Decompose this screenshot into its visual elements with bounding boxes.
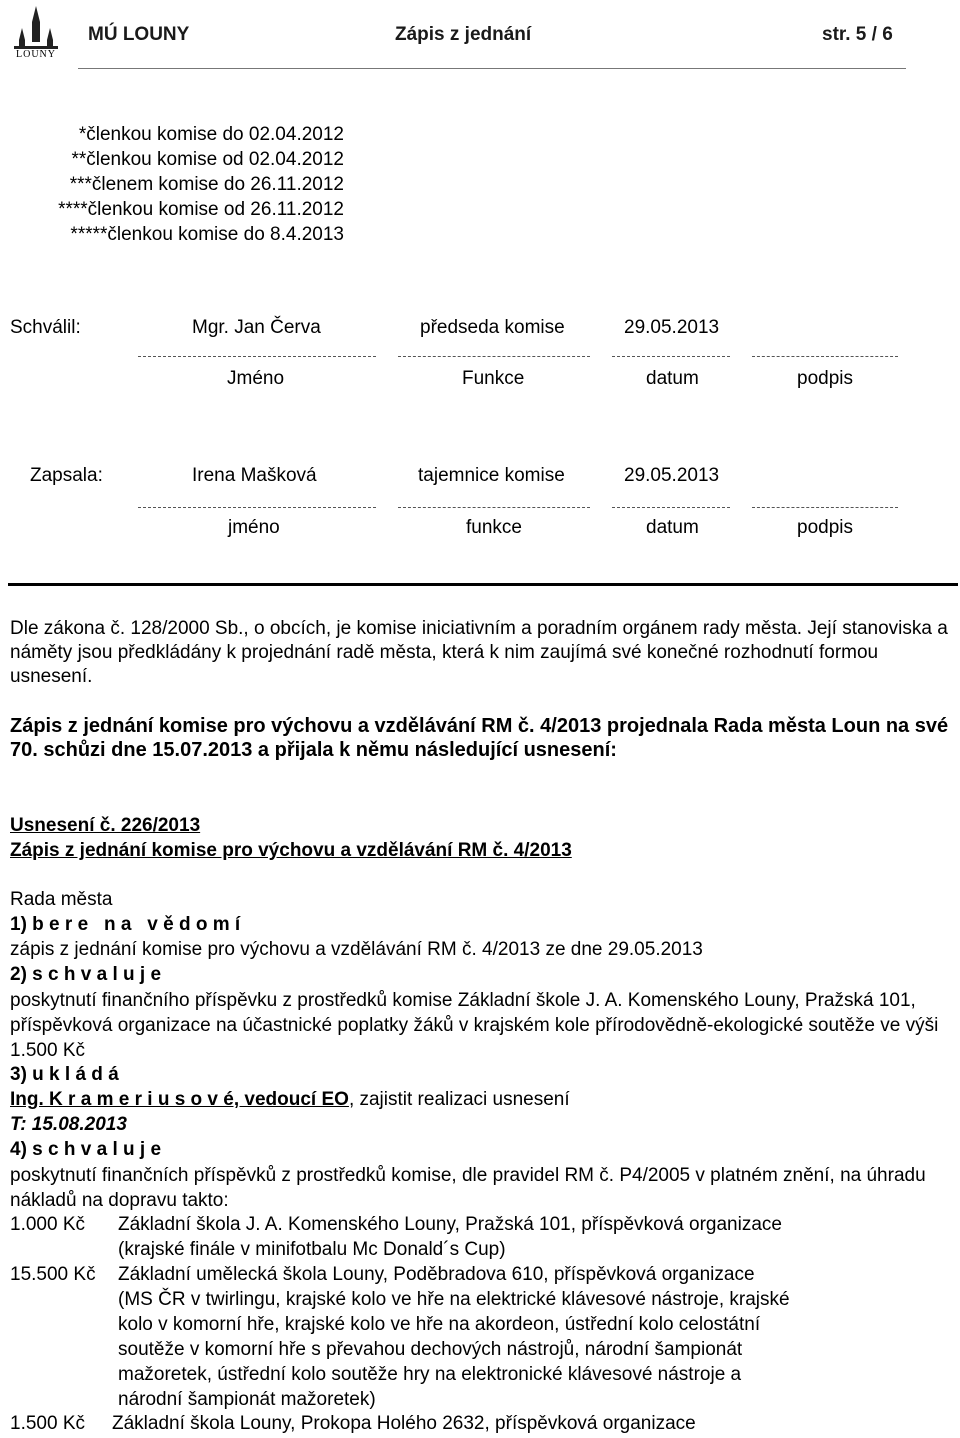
grant-amount: 1.500 Kč	[10, 1413, 85, 1434]
item-3-term: T: 15.08.2013	[10, 1114, 127, 1135]
grant-line: kolo v komorní hře, krajské kolo ve hře na akordeon, ústřední kolo celostátní	[118, 1314, 761, 1335]
org-name: MÚ LOUNY	[88, 24, 190, 45]
signature-line	[138, 356, 376, 357]
signature-line	[752, 507, 898, 508]
column-label-role: funkce	[466, 517, 522, 538]
recorder-label: Zapsala:	[30, 465, 103, 486]
item-2-heading: 2) s c h v a l u j e	[10, 964, 162, 985]
signature-line	[398, 507, 590, 508]
grant-amount: 1.000 Kč	[10, 1214, 85, 1235]
item-4-text: poskytnutí finančních příspěvků z prostředků komise, dle pravidel RM č. P4/2005 v platném znění, na úhradu nákladů na dopravu takto:	[10, 1165, 926, 1211]
grant-line: mažoretek, ústřední kolo soutěže hry na elektronické klávesové nástroje a	[118, 1364, 742, 1385]
signature-line	[612, 356, 730, 357]
signature-line	[612, 507, 730, 508]
council-summary-paragraph: Zápis z jednání komise pro výchovu a vzdělávání RM č. 4/2013 projednala Rada města Loun na své 70. schůzi dne 15.07.2013 a přijala k němu následující usnesení:	[10, 715, 949, 761]
column-label-role: Funkce	[462, 368, 525, 389]
item-3-heading: 3) u k l á d á	[10, 1064, 119, 1085]
item-1-heading: 1) b e r e n a v ě d o m í	[10, 914, 241, 935]
legal-intro-paragraph: Dle zákona č. 128/2000 Sb., o obcích, je komise iniciativním a poradním orgánem rady města. Její stanoviska a náměty jsou předkládány k projednání radě města, která k nim zaujímá své konečné rozhodnutí formou usnesení.	[10, 618, 948, 687]
record-date: 29.05.2013	[624, 465, 720, 486]
resolution-body: Rada města	[10, 889, 113, 910]
resolution-number: Usnesení č. 226/2013	[10, 815, 201, 836]
column-label-name: jméno	[228, 517, 280, 538]
grant-line: Základní umělecká škola Louny, Poděbradova 610, příspěvková organizace	[118, 1264, 755, 1285]
item-2-text: poskytnutí finančního příspěvku z prostředků komise Základní škole J. A. Komenského Louny, Pražská 101, příspěvková organizace na účastnické poplatky žáků v krajském kole přírodovědně-ekologické soutěže ve výši 1.500 Kč	[10, 990, 939, 1061]
item-3-responsible: Ing. K r a m e r i u s o v é, vedoucí EO	[10, 1089, 349, 1110]
grant-line: Základní škola Louny, Prokopa Holého 2632, příspěvková organizace	[112, 1413, 696, 1434]
item-4-heading: 4) s c h v a l u j e	[10, 1139, 162, 1160]
column-label-signature: podpis	[797, 368, 853, 389]
signature-line	[398, 356, 590, 357]
grant-line: Základní škola J. A. Komenského Louny, Pražská 101, příspěvková organizace	[118, 1214, 782, 1235]
grant-amount: 15.500 Kč	[10, 1264, 96, 1285]
item-3-line	[10, 1089, 570, 1111]
grant-line: národní šampionát mažoretek)	[118, 1389, 376, 1410]
header-divider	[78, 68, 906, 69]
item-1-text: zápis z jednání komise pro výchovu a vzdělávání RM č. 4/2013 ze dne 29.05.2013	[10, 939, 703, 960]
logo-text: LOUNY	[16, 49, 56, 60]
column-label-name: Jméno	[227, 368, 285, 389]
signature-line	[138, 507, 376, 508]
approver-name: Mgr. Jan Červa	[192, 317, 321, 338]
section-divider	[8, 583, 958, 586]
column-label-date: datum	[646, 368, 699, 389]
approver-role: předseda komise	[420, 317, 565, 338]
city-logo	[10, 4, 62, 64]
column-label-signature: podpis	[797, 517, 853, 538]
recorder-name: Irena Mašková	[192, 465, 317, 486]
approval-label: Schválil:	[10, 317, 81, 338]
grant-line: (krajské finále v minifotbalu Mc Donald´s Cup)	[118, 1239, 506, 1260]
resolution-subject: Zápis z jednání komise pro výchovu a vzdělávání RM č. 4/2013	[10, 840, 572, 861]
page-number: str. 5 / 6	[822, 24, 893, 45]
grant-line: soutěže v komorní hře s převahou dechových nástrojů, národní šampionát	[118, 1339, 743, 1360]
column-label-date: datum	[646, 517, 699, 538]
grant-line: (MS ČR v twirlingu, krajské kolo ve hře na elektrické klávesové nástroje, krajské	[118, 1289, 790, 1310]
item-3-text: , zajistit realizaci usnesení	[348, 1089, 570, 1110]
signature-line	[752, 356, 898, 357]
document-title: Zápis z jednání	[395, 24, 532, 45]
recorder-role: tajemnice komise	[418, 465, 565, 486]
approval-date: 29.05.2013	[624, 317, 720, 338]
